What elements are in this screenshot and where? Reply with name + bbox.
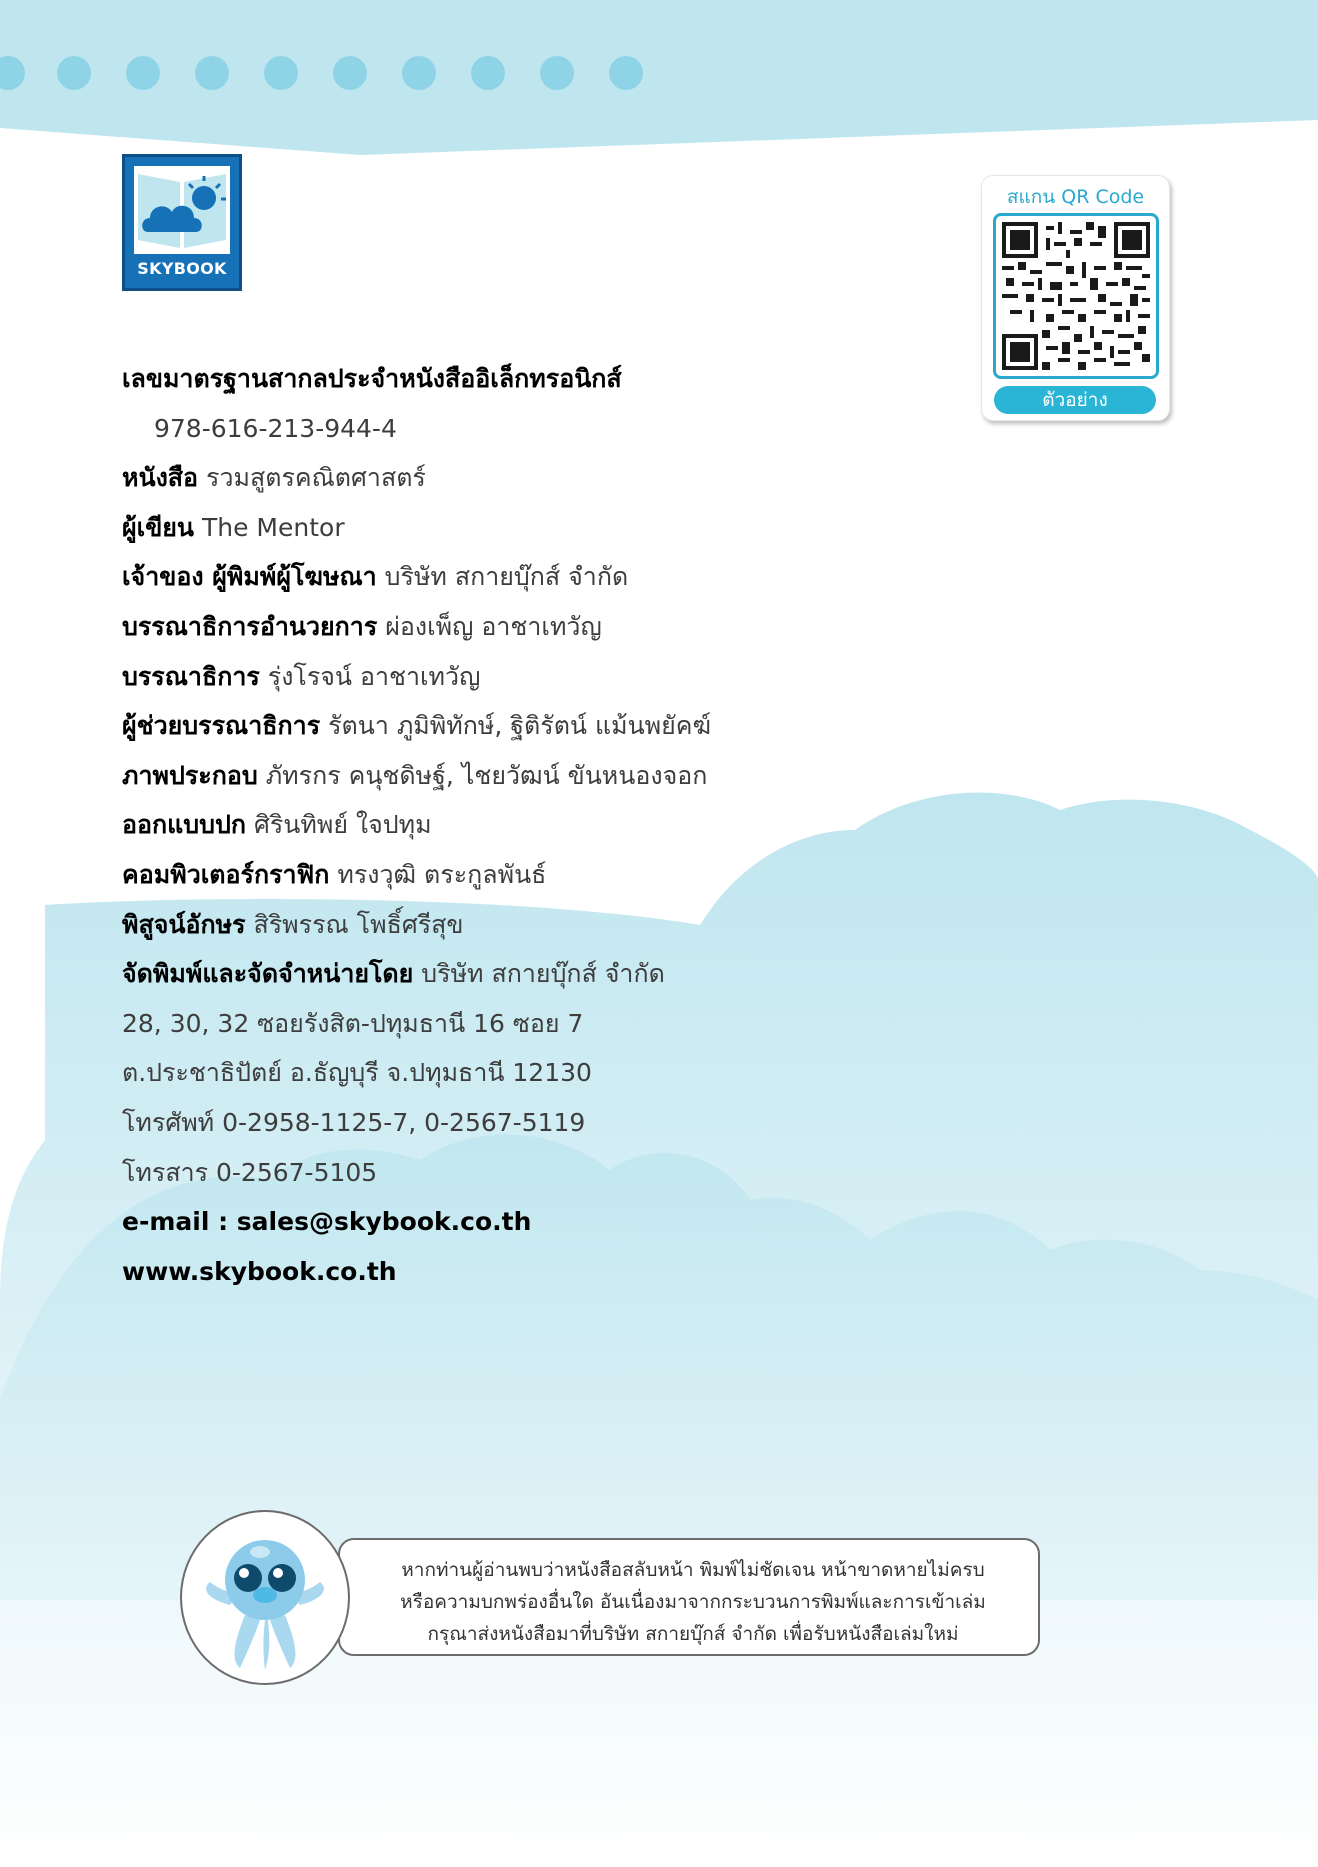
director-value: ผ่องเพ็ญ อาชาเทวัญ <box>385 611 602 641</box>
skybook-logo <box>122 154 242 291</box>
address-line-2 <box>122 1048 842 1098</box>
notice-line-3: กรุณาส่งหนังสือมาที่บริษัท สกายบุ๊กส์ จำกัด เพื่อรับหนังสือเล่มใหม่ <box>427 1623 959 1645</box>
author-label: ผู้เขียน <box>122 512 195 542</box>
cover-design-line <box>122 800 842 850</box>
distributor-value: บริษัท สกายบุ๊กส์ จำกัด <box>421 959 665 989</box>
isbn-value: 978-616-213-944-4 <box>154 413 397 443</box>
email-line[interactable] <box>122 1197 842 1247</box>
notice-line-1: หากท่านผู้อ่านพบว่าหนังสือสลับหน้า พิมพ์ไม่ชัดเจน หน้าขาดหายไม่ครบ <box>401 1559 985 1581</box>
illustrator-line <box>122 751 842 801</box>
notice-text <box>364 1554 1022 1650</box>
address-2: ต.ประชาธิปัตย์ อ.ธัญบุรี จ.ปทุมธานี 12130 <box>122 1058 592 1088</box>
illustrator-label: ภาพประกอบ <box>122 760 258 790</box>
website-link[interactable]: www.skybook.co.th <box>122 1256 397 1286</box>
isbn-value-line <box>122 404 842 454</box>
qr-code-icon <box>1002 222 1150 370</box>
graphic-label: คอมพิวเตอร์กราฟิก <box>122 859 330 889</box>
author-value: The Mentor <box>201 512 345 542</box>
owner-value: บริษัท สกายบุ๊กส์ จำกัด <box>384 562 629 592</box>
editor-label: บรรณาธิการ <box>122 661 260 691</box>
assistant-editor-line <box>122 701 842 751</box>
owner-line <box>122 552 842 602</box>
distributor-label: จัดพิมพ์และจัดจำหน่ายโดย <box>122 959 414 989</box>
editor-value: รุ่งโรจน์ อาชาเทวัญ <box>267 661 481 691</box>
editor-line <box>122 652 842 702</box>
mascot-icon <box>190 1520 340 1675</box>
defect-notice <box>338 1538 1040 1656</box>
assistant-editor-label: ผู้ช่วยบรรณาธิการ <box>122 711 321 741</box>
logo-emblem <box>134 166 230 254</box>
book-label: หนังสือ <box>122 463 199 493</box>
qr-title: สแกน QR Code <box>1006 186 1145 208</box>
owner-label: เจ้าของ ผู้พิมพ์ผู้โฆษณา <box>122 562 377 592</box>
graphic-line <box>122 850 842 900</box>
isbn-label-line <box>122 354 842 404</box>
qr-card[interactable] <box>981 175 1170 421</box>
isbn-label: เลขมาตรฐานสากลประจำหนังสืออิเล็กทรอนิกส์ <box>122 364 622 393</box>
proofreader-value: สิริพรรณ โพธิ์ศรีสุข <box>253 909 464 939</box>
logo-wordmark: SKYBOOK <box>137 259 227 278</box>
illustrator-value: ภัทรกร คนุชดิษฐ์, ไชยวัฒน์ ขันหนองจอก <box>265 760 708 790</box>
author-line <box>122 503 842 553</box>
director-label: บรรณาธิการอำนวยการ <box>122 611 378 641</box>
proofreader-line <box>122 900 842 950</box>
qr-sample-button[interactable]: ตัวอย่าง <box>994 386 1156 414</box>
graphic-value: ทรงวุฒิ ตระกูลพันธ์ <box>337 859 547 889</box>
colophon-info <box>122 354 842 1296</box>
cover-design-value: ศิรินทิพย์ ใจปทุม <box>253 810 432 840</box>
address-1: 28, 30, 32 ซอยรังสิต-ปทุมธานี 16 ซอย 7 <box>122 1008 584 1038</box>
book-value: รวมสูตรคณิตศาสตร์ <box>206 463 426 493</box>
fax: โทรสาร 0-2567-5105 <box>122 1157 378 1187</box>
phone-line <box>122 1098 842 1148</box>
director-line <box>122 602 842 652</box>
cover-design-label: ออกแบบปก <box>122 810 247 840</box>
fax-line <box>122 1148 842 1198</box>
notice-line-2: หรือความบกพร่องอื่นใด อันเนื่องมาจากกระบวนการพิมพ์และการเข้าเล่ม <box>400 1591 986 1613</box>
assistant-editor-value: รัตนา ภูมิพิทักษ์, ฐิติรัตน์ แม้นพยัคฆ์ <box>328 711 712 741</box>
website-line[interactable] <box>122 1247 842 1297</box>
distributor-line <box>122 949 842 999</box>
email-link[interactable]: e-mail : sales@skybook.co.th <box>122 1207 532 1237</box>
proofreader-label: พิสูจน์อักษร <box>122 909 246 939</box>
address-line-1 <box>122 999 842 1049</box>
phone: โทรศัพท์ 0-2958-1125-7, 0-2567-5119 <box>122 1107 586 1137</box>
qr-code[interactable] <box>993 213 1159 379</box>
book-cloud-icon <box>134 166 230 254</box>
book-line <box>122 453 842 503</box>
